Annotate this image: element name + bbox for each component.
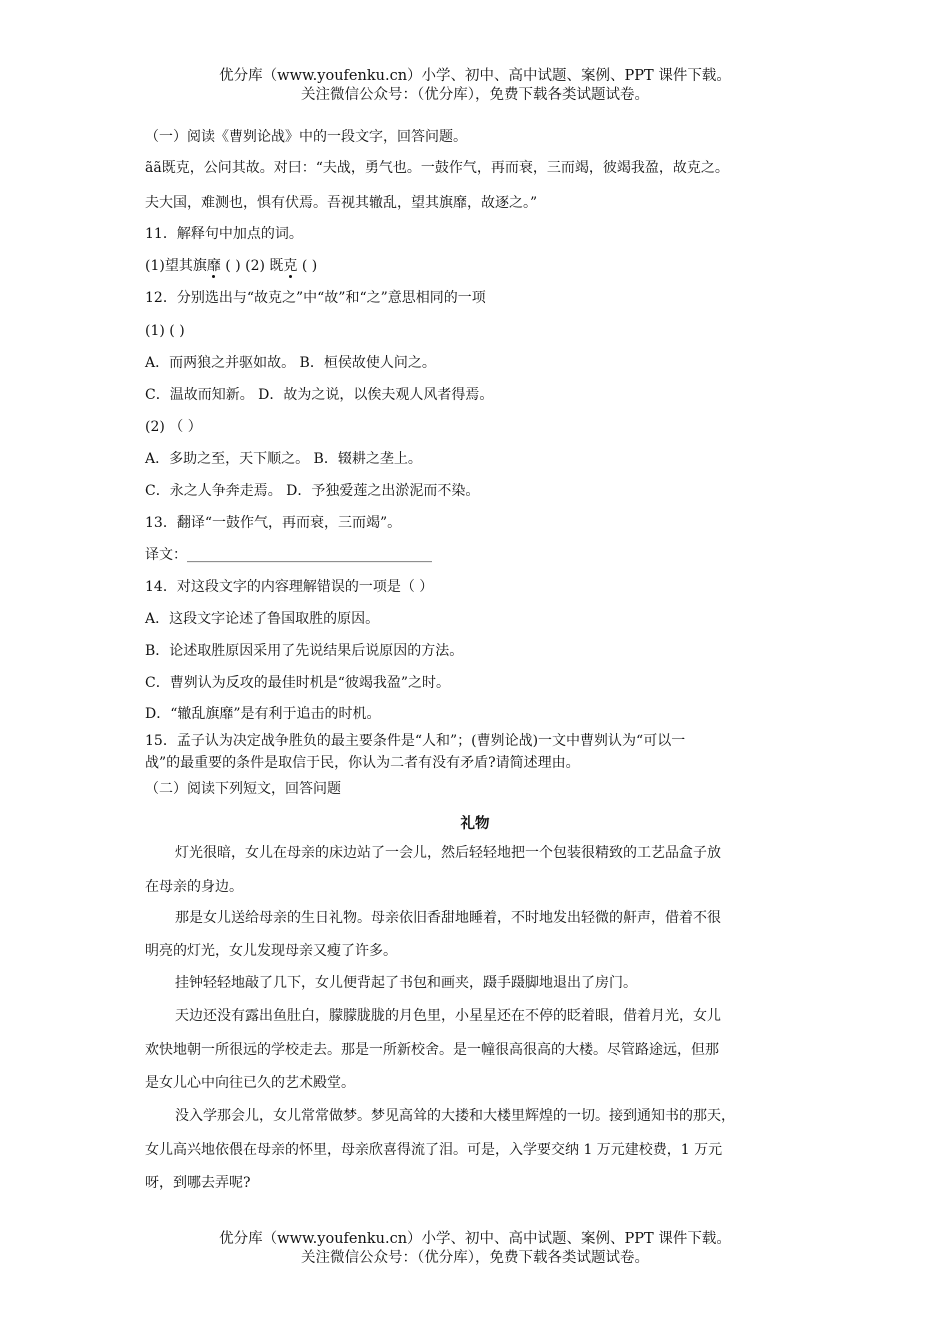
q11-item-2-blank: ( ) — [297, 258, 318, 274]
paragraph-4-line-1: 天边还没有露出鱼肚白，朦朦胧胧的月色里，小星星还在不停的眨着眼，借着月光，女儿 — [175, 1008, 721, 1024]
q13-answer-line: 译文：___________________________________ — [145, 547, 432, 563]
section2-intro: （二）阅读下列短文，回答问题 — [145, 781, 341, 797]
footer-line-2: 关注微信公众号：（优分库），免费下载各类试题试卷。 — [301, 1250, 649, 1266]
q12-part-2: (2) （ ） — [145, 419, 202, 435]
passage-line-1: ãã既克，公问其故。对曰：“夫战，勇气也。一鼓作气，再而衰，三而竭，彼竭我盈，故克之。 — [145, 160, 729, 176]
q11-dotted-word-1: 靡 — [206, 258, 221, 274]
question-15-line-2: 战”的最重要的条件是取信于民，你认为二者有没有矛盾?请简述理由。 — [145, 755, 580, 771]
footer-line-1: 优分库（www.youfenku.cn）小学、初中、高中试题、案例、PPT 课件下载。 — [219, 1231, 731, 1247]
paragraph-2-line-2: 明亮的灯光，女儿发现母亲又瘦了许多。 — [145, 943, 397, 959]
header-line-1: 优分库（www.youfenku.cn）小学、初中、高中试题、案例、PPT 课件下载。 — [219, 68, 731, 84]
paragraph-1-line-2: 在母亲的身边。 — [145, 879, 243, 895]
question-15-line-1: 15．孟子认为决定战争胜负的最主要条件是“人和”；(曹刿论战)一文中曹刿认为“可以一 — [145, 733, 686, 749]
q14-option-c: C．曹刿认为反攻的最佳时机是“彼竭我盈”之时。 — [145, 675, 451, 691]
question-11-items — [145, 256, 317, 276]
page-footer — [0, 1230, 950, 1268]
question-13: 13．翻译“一鼓作气，再而衰，三而竭”。 — [145, 515, 402, 531]
paragraph-5-line-2: 女儿高兴地依偎在母亲的怀里，母亲欣喜得流了泪。可是，入学要交纳 1 万元建校费，1 万元 — [145, 1142, 723, 1158]
paragraph-4-line-3: 是女儿心中向往已久的艺术殿堂。 — [145, 1075, 355, 1091]
q12-part-1-options-ab: A．而两狼之并驱如故。 B．桓侯故使人问之。 — [145, 355, 436, 371]
q12-part-1: (1) ( ) — [145, 323, 185, 339]
paragraph-5-line-3: 呀，到哪去弄呢? — [145, 1175, 251, 1191]
paragraph-2-line-1: 那是女儿送给母亲的生日礼物。母亲依旧香甜地睡着，不时地发出轻微的鼾声，借着不很 — [175, 910, 721, 926]
passage-line-2: 夫大国，难测也，惧有伏焉。吾视其辙乱，望其旗靡，故逐之。” — [145, 195, 538, 211]
paragraph-5-line-1: 没入学那会儿，女儿常常做梦。梦见高耸的大搂和大楼里辉煌的一切。接到通知书的那天， — [175, 1108, 735, 1124]
q11-dotted-word-2: 克 — [283, 258, 298, 274]
question-12: 12．分别选出与“故克之”中“故”和“之”意思相同的一项 — [145, 290, 486, 306]
question-11: 11．解释句中加点的词。 — [145, 226, 303, 242]
q14-option-d: D．“辙乱旗靡”是有利于追击的时机。 — [145, 706, 381, 722]
article-title: 礼物 — [460, 815, 490, 832]
q11-item-2-text: ( ) (2) 既 — [220, 258, 284, 274]
q12-part-1-options-cd: C．温故而知新。 D．故为之说，以俟夫观人风者得焉。 — [145, 387, 494, 403]
paragraph-3-line-1: 挂钟轻轻地敲了几下，女儿便背起了书包和画夹，蹑手蹑脚地退出了房门。 — [175, 975, 637, 991]
q14-option-b: B．论述取胜原因采用了先说结果后说原因的方法。 — [145, 643, 464, 659]
question-14: 14．对这段文字的内容理解错误的一项是（ ） — [145, 579, 434, 595]
q11-item-1-text: (1)望其旗 — [145, 258, 207, 274]
q12-part-2-options-cd: C．永之人争奔走焉。 D．予独爱莲之出淤泥而不染。 — [145, 483, 480, 499]
page-header — [0, 67, 950, 105]
paragraph-1-line-1: 灯光很暗，女儿在母亲的床边站了一会儿，然后轻轻地把一个包装很精致的工艺品盒子放 — [175, 845, 721, 861]
section1-intro: （一）阅读《曹刿论战》中的一段文字，回答问题。 — [145, 129, 467, 145]
q12-part-2-options-ab: A．多助之至，天下顺之。 B．辍耕之垄上。 — [145, 451, 422, 467]
paragraph-4-line-2: 欢快地朝一所很远的学校走去。那是一所新校舍。是一幢很高很高的大楼。尽管路途远，但那 — [145, 1042, 719, 1058]
q14-option-a: A．这段文字论述了鲁国取胜的原因。 — [145, 611, 380, 627]
header-line-2: 关注微信公众号：（优分库），免费下载各类试题试卷。 — [301, 87, 649, 103]
